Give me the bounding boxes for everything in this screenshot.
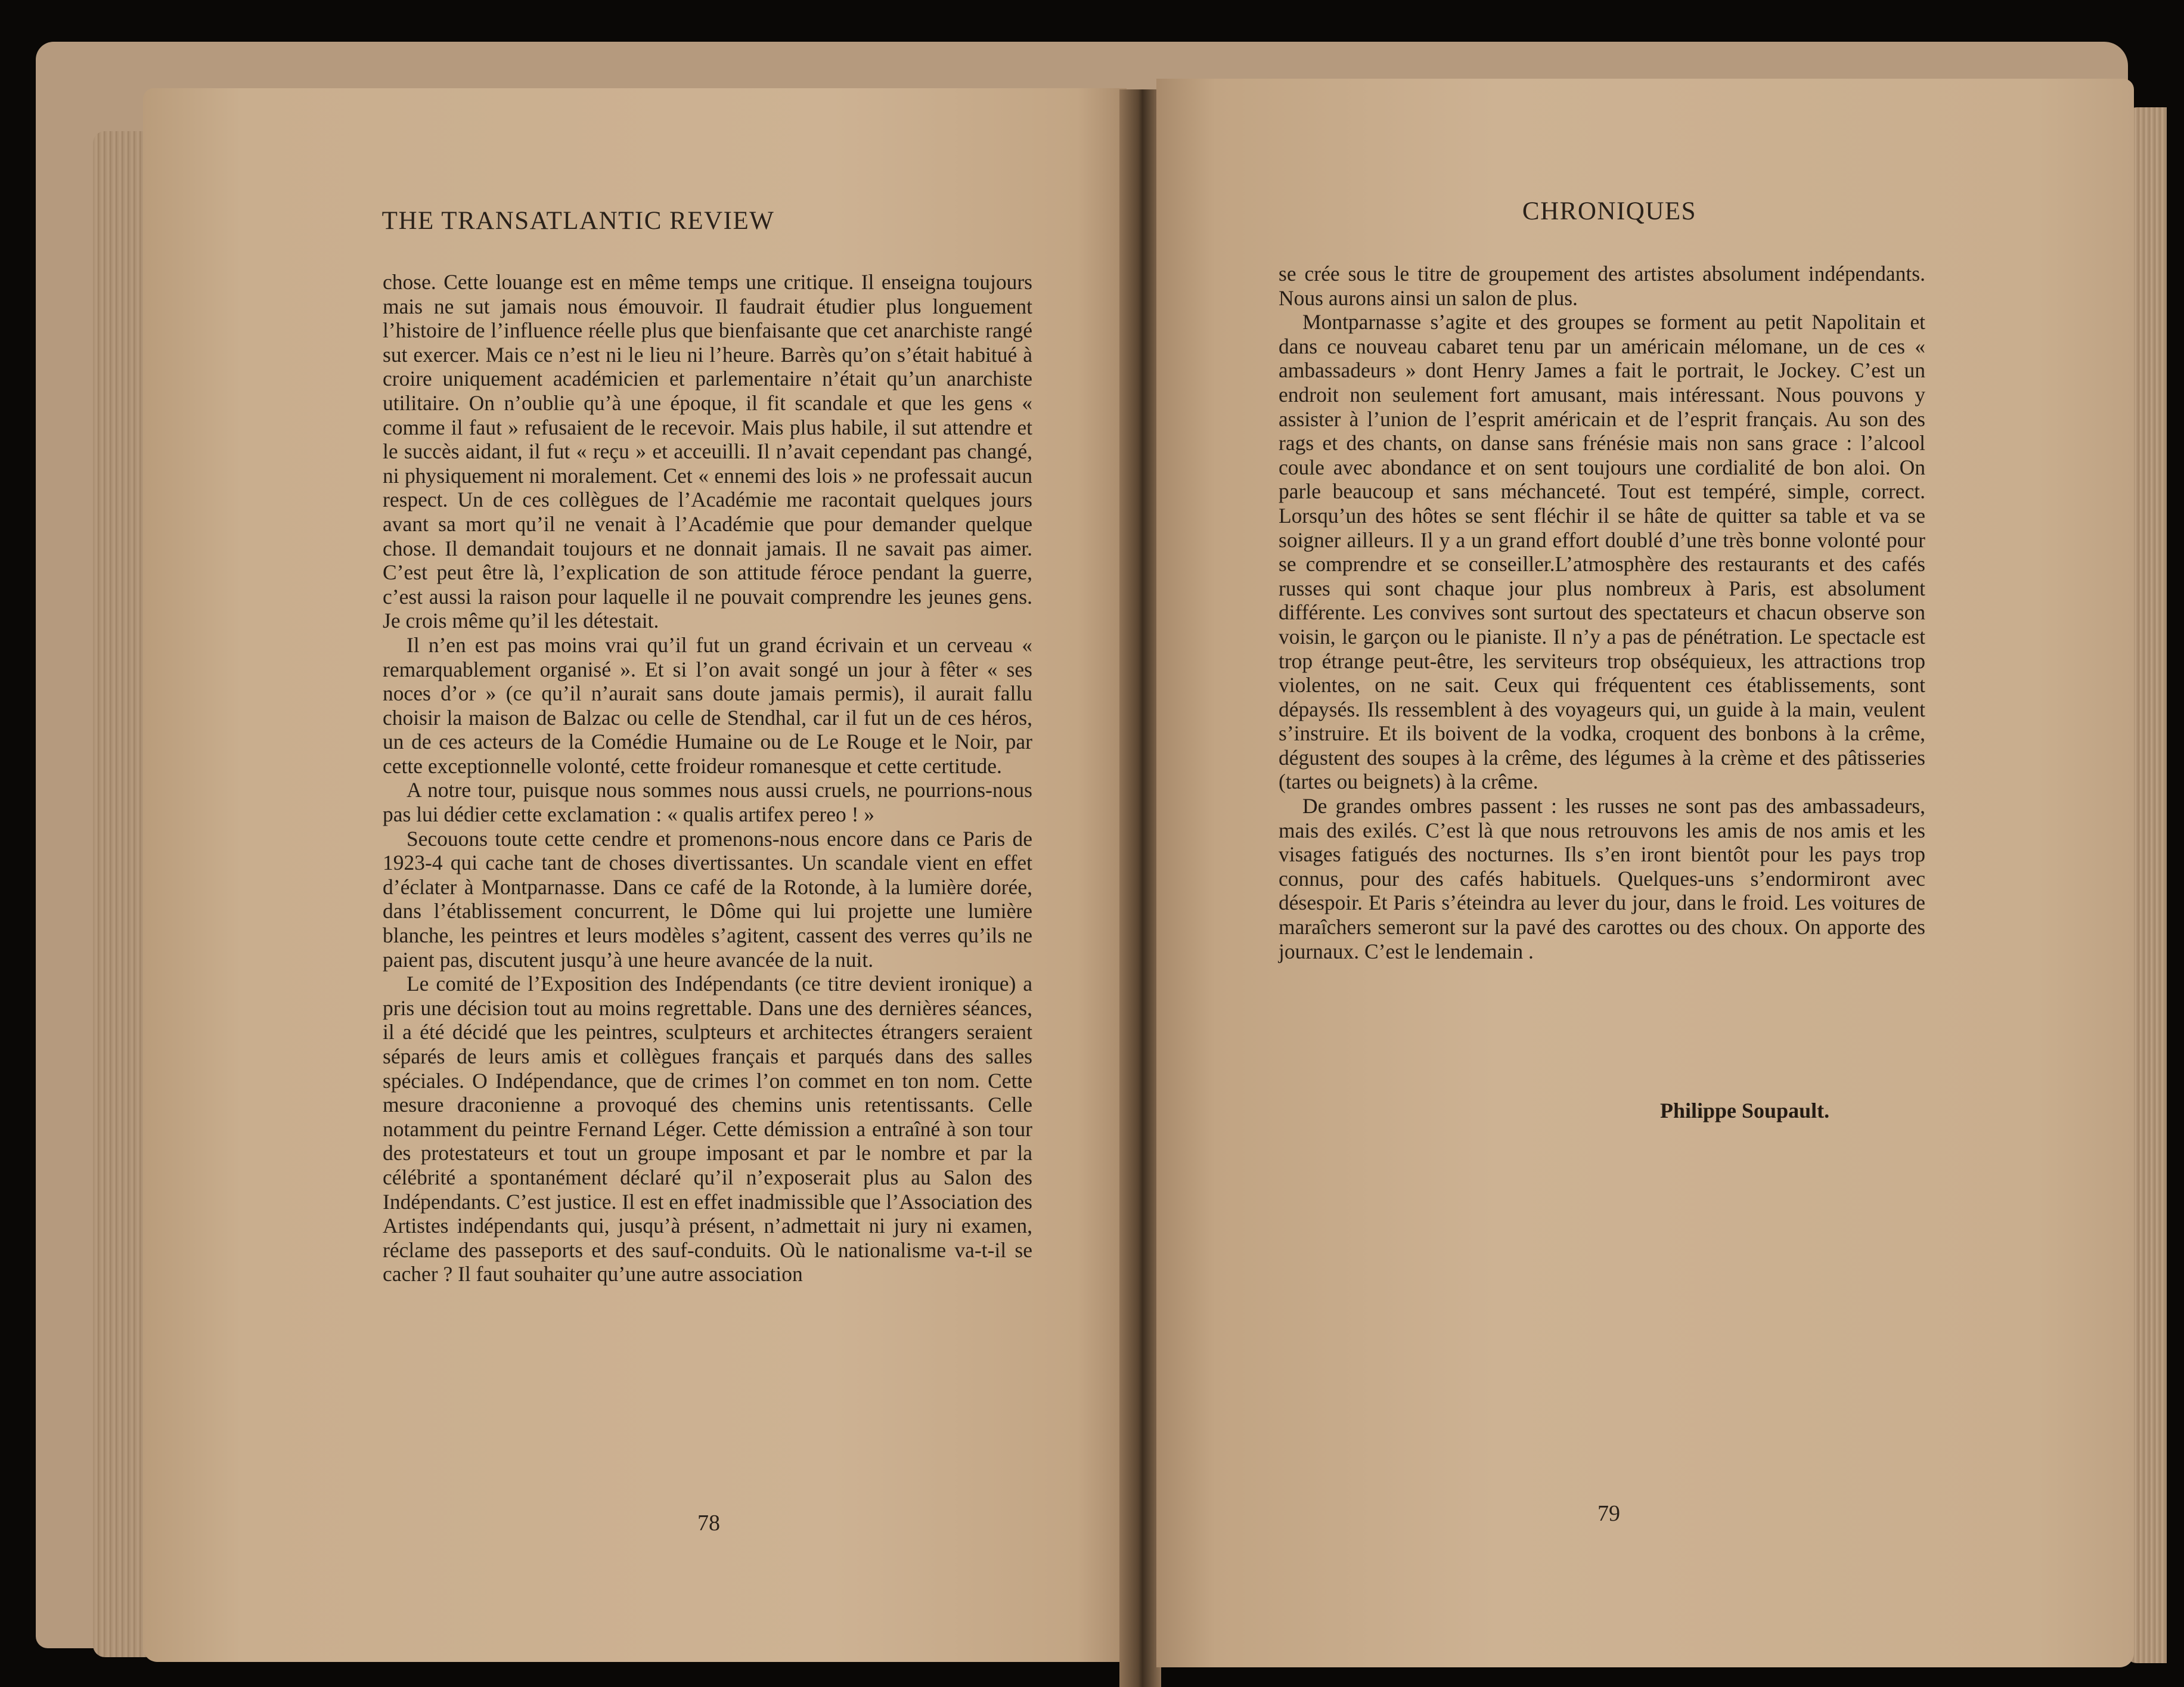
book-gutter xyxy=(1119,89,1161,1687)
paragraph: Il n’en est pas moins vrai qu’il fut un grand écrivain et un cerveau « remarquablement organisé ». Et si l’on avait songé un jour à fêter « ses noces d’or » (ce qu’il n’aurait sans doute jamais permis), il aurait fallu choisir la maison de Balzac ou celle de Stendhal, car il fut un de ces héros, un de ces acteurs de la Comédie Humaine ou de Le Rouge et le Noir, par cette exceptionnelle volonté, cette froideur romanesque et cette certitude. xyxy=(383,632,1032,778)
page-number-right: 79 xyxy=(1597,1501,1620,1526)
left-page-edges xyxy=(93,131,147,1657)
right-page xyxy=(1156,79,2134,1667)
author-signature: Philippe Soupault. xyxy=(1660,1099,1830,1122)
running-header-right: CHRONIQUES xyxy=(1522,197,1697,225)
paragraph: chose. Cette louange est en même temps une critique. Il enseigna toujours mais ne sut jamais nous émouvoir. Il faudrait étudier plus longuement l’histoire de l’influence réelle plus que bienfaisante que cet anarchiste rangé sut exercer. Mais ce n’est ni le lieu ni l’heure. Barrès qu’on s’était habitué à croire uniquement académicien et parlementaire n’était qu’un anarchiste utilitaire. On n’oublie qu’à une époque, il fit scandale et que les gens « comme il faut » refusaient de le recevoir. Mais plus habile, il sut attendre et le succès aidant, il fut « reçu » et acceuilli. Il n’avait cependant pas changé, ni physiquement ni moralement. Cet « ennemi des lois » ne professait aucun respect. Un de ces collègues de l’Académie me racontait quelques jours avant sa mort qu’il ne venait à l’Académie que pour demander quelque chose. Il demandait toujours et ne donnait jamais. Il ne savait pas aimer. C’est peut être là, l’explication de son attitude féroce pendant la guerre, c’est aussi la raison pour laquelle il ne pouvait comprendre les jeunes gens. Je crois même qu’il les détestait. xyxy=(383,270,1032,633)
running-header-left: THE TRANSATLANTIC REVIEW xyxy=(381,207,775,235)
left-page xyxy=(143,88,1127,1662)
paragraph: De grandes ombres passent : les russes ne sont pas des ambassadeurs, mais des exilés. C’est là que nous retrouvons les amis de nos amis et les visages fatigués des nocturnes. Ils s’en iront bientôt pour les pays trop connus, pour des cafés habituels. Quelques-uns s’endormiront avec désespoir. Et Paris s’éteindra au lever du jour, dans le froid. Les voitures de maraîchers semeront sur la pavé des carottes ou des choux. On apporte des journaux. C’est le lendemain . xyxy=(1279,794,1925,963)
paragraph: Le comité de l’Exposition des Indépendants (ce titre devient ironique) a pris une décision tout au moins regrettable. Dans une des dernières séances, il a été décidé que les peintres, sculpteurs et architectes étrangers seraient séparés de leurs amis et collègues français et parqués dans des salles spéciales. O Indépendance, que de crimes l’on commet en ton nom. Cette mesure draconienne a provoqué des chemins unis retentissants. Celle notamment du peintre Fernand Léger. Cette démission a entraîné à son tour des protestateurs et tout un groupe imposant et par le nombre et par la célébrité a spontanément déclaré qu’il n’exposerait plus au Salon des Indépendants. C’est justice. Il est en effet inadmissible que l’Association des Artistes indépendants qui, jusqu’à présent, n’admettait ni jury ni examen, réclame des passeports et des sauf-conduits. Où le nationalisme va-t-il se cacher ? Il faut souhaiter qu’une autre association xyxy=(383,972,1032,1286)
paragraph: Secouons toute cette cendre et promenons-nous encore dans ce Paris de 1923-4 qui cache tant de choses divertissantes. Un scandale vient en effet d’éclater à Montparnasse. Dans ce café de la Rotonde, à la lumière dorée, dans l’établissement concurrent, le Dôme qui lui projette une lumière blanche, les peintres et leurs modèles s’agitent, cassent des verres qu’ils ne paient pas, discutent jusqu’à une heure avancée de la nuit. xyxy=(383,826,1032,972)
page-number-left: 78 xyxy=(697,1511,720,1536)
book xyxy=(36,42,2128,1648)
left-page-text xyxy=(383,270,1032,1286)
paragraph: Montparnasse s’agite et des groupes se forment au petit Napolitain et dans ce nouveau cabaret tenu par un américain mélomane, un de ces « ambassadeurs » dont Henry James a fait le portrait, le Jockey. C’est un endroit non seulement fort amusant, mais intéressant. Nous pouvons y assister à l’union de l’esprit américain et de l’esprit français. Au son des rags et des chants, on danse sans frénésie mais non sans grace : l’alcool coule avec abondance et on sent toujours une cordialité de bon aloi. On parle beaucoup et sans méchanceté. Tout est tempéré, simple, correct. Lorsqu’un des hôtes se sent fléchir il se hâte de quitter sa table et va se soigner ailleurs. Il y a un grand effort doublé d’une très bonne volonté pour se comprendre et se conseiller.L’atmosphère des restaurants et des cafés russes qui sont chaque jour plus nombreux à Paris, est absolument différente. Les convives sont surtout des spectateurs et chacun observe son voisin, le garçon ou le pianiste. Il n’y a pas de pénétration. Le spectacle est trop étrange peut-être, les serviteurs trop obséquieux, les attractions trop violentes, on ne sait. Ceux qui fréquentent ces établissements, sont dépaysés. Ils ressemblent à des voyageurs qui, un guide à la main, veulent s’instruire. Et ils boivent de la vodka, croquent des bonbons à la crême, dégustent des soupes à la crême, des légumes à la crème et des pâtisseries (tartes ou beignets) à la crême. xyxy=(1279,310,1925,794)
paragraph: A notre tour, puisque nous sommes nous aussi cruels, ne pourrions-nous pas lui dédier cette exclamation : « qualis artifex pereo ! » xyxy=(383,778,1032,827)
paragraph: se crée sous le titre de groupement des artistes absolument indépendants. Nous aurons ainsi un salon de plus. xyxy=(1279,262,1925,310)
right-page-text xyxy=(1279,262,1925,963)
